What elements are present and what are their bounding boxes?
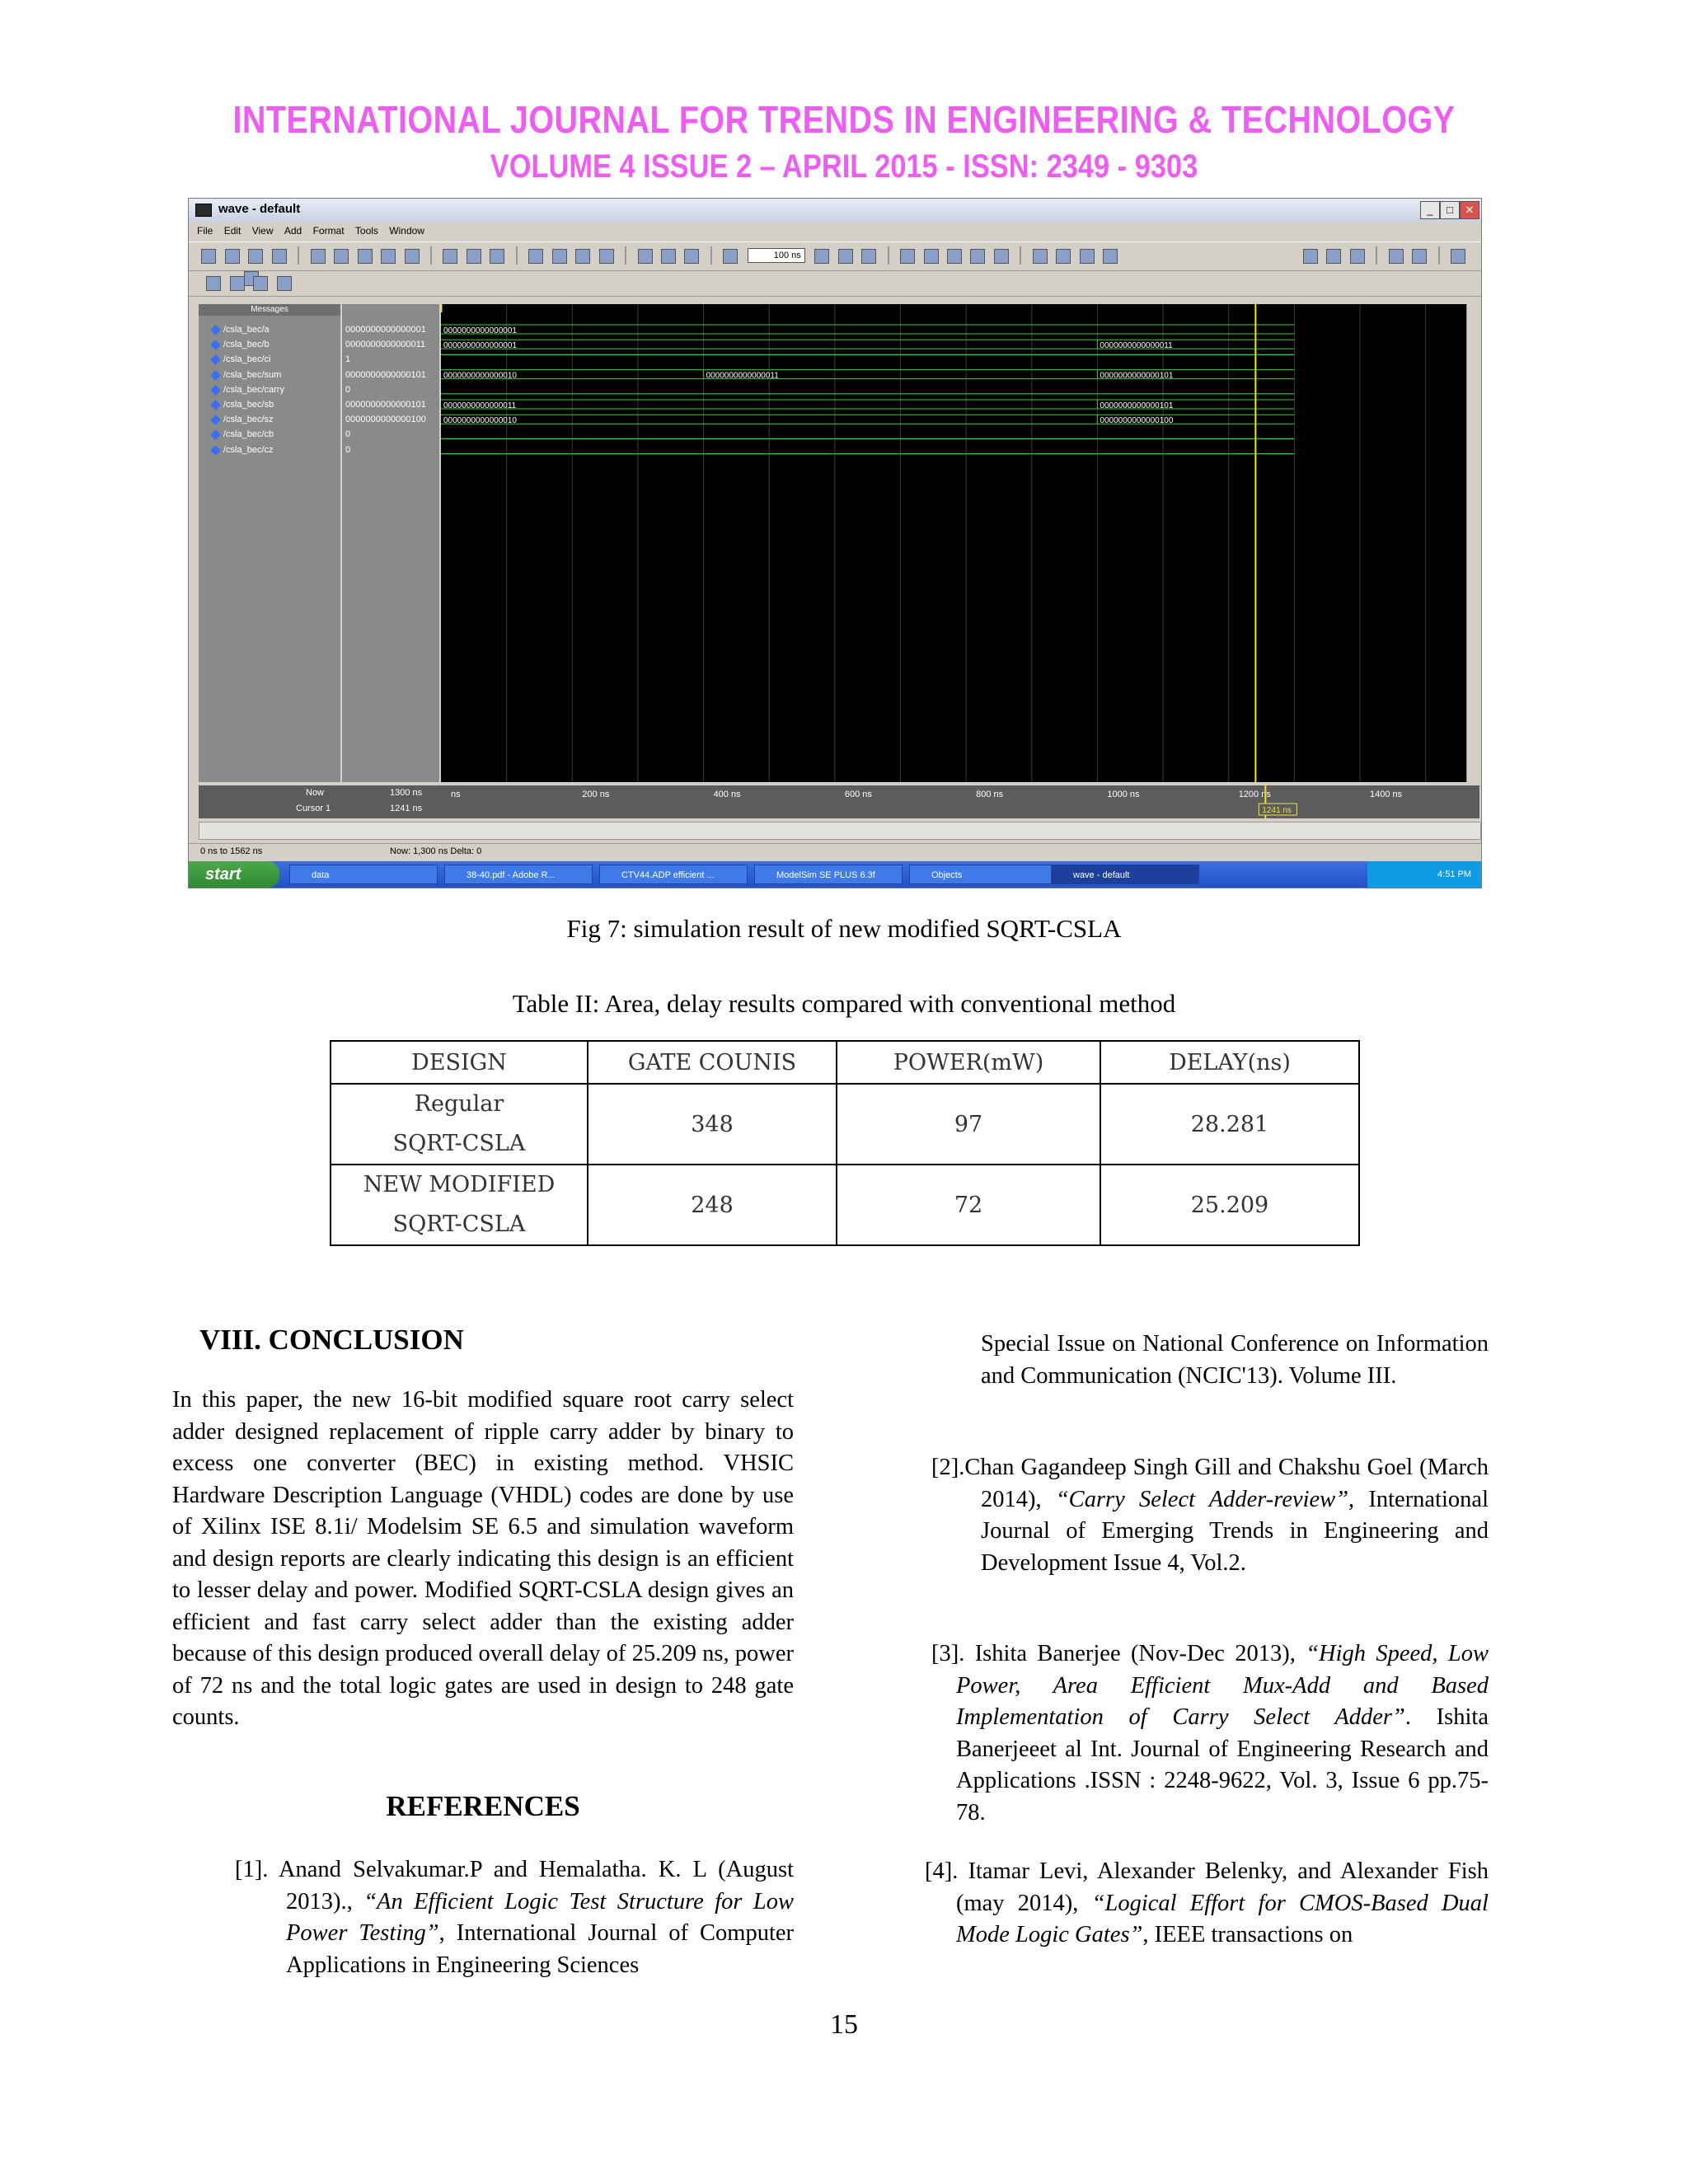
minimize-icon[interactable]: _ [1420,201,1440,219]
now-label: Now [306,788,325,798]
bus-value-label: 0000000000000011 [1100,341,1173,351]
journal-issue: VOLUME 4 ISSUE 2 – APRIL 2015 - ISSN: 2349 - 9303 [490,148,1198,185]
now-value: 1300 ns [390,788,423,798]
design-line: NEW MODIFIED [363,1172,556,1197]
ref4-title: “Logical Effort for CMOS-Based Dual Mode Logic Gates” [956,1890,1489,1947]
journal-title: INTERNATIONAL JOURNAL FOR TRENDS IN ENGINEERING & TECHNOLOGY [232,98,1456,141]
menu-window[interactable]: Window [389,225,424,237]
header-gate-counts: GATE COUNIS [588,1041,837,1084]
signal-value: 0000000000000101 [345,400,426,410]
select-pointer-icon[interactable] [1303,249,1318,264]
list-icon[interactable] [1056,249,1071,264]
time-tick-label: 1000 ns [1107,790,1140,799]
signal-value: 0000000000000100 [345,415,426,425]
reference-1 [235,1854,794,1981]
menu-file[interactable]: File [197,225,213,237]
bus-value-label: 0000000000000011 [443,401,517,410]
signal-value: 0 [345,429,351,440]
menu-format[interactable]: Format [312,225,345,237]
time-tick-label: 1200 ns [1238,790,1271,799]
ref4-authors: [4]. Itamar Levi, Alexander Belenky, and Alexander Fish (may 2014), [925,1858,1489,1916]
source-icon[interactable] [1080,249,1095,264]
reference-2 [931,1452,1489,1579]
signal-diamond-icon [210,415,221,425]
redo-icon[interactable] [405,249,420,264]
design-line: SQRT-CSLA [392,1212,526,1237]
find-icon[interactable] [443,249,457,264]
signal-name[interactable]: /csla_bec/cb [223,429,274,440]
delay-cell: 25.209 [1100,1165,1359,1245]
header-delay: DELAY(ns) [1100,1041,1359,1084]
run-icon[interactable] [814,249,829,264]
time-tick-label: 800 ns [976,790,1004,799]
break-icon[interactable] [575,249,590,264]
add-cursor-icon[interactable] [1389,249,1404,264]
cursor-time-label: 1241 ns [1262,806,1292,815]
wave-icon[interactable] [1103,249,1118,264]
run-all-icon[interactable] [861,249,876,264]
reference-3 [931,1638,1489,1829]
results-table [330,1040,1360,1246]
menu-tools[interactable]: Tools [354,225,378,237]
power-cell: 97 [837,1084,1100,1165]
task-ctv44[interactable]: CTV44.ADP efficient ... [599,865,748,884]
start-button[interactable]: start [189,861,279,888]
vertical-scrollbar[interactable] [1466,304,1480,782]
signal-name[interactable]: /csla_bec/cz [223,444,274,455]
ref2-authors: [2].Chan Gagandeep Singh Gill and Chakshu Goel (March 2014), [931,1455,1489,1512]
continue-icon[interactable] [838,249,853,264]
zoom-out-icon[interactable] [230,276,245,291]
waveform-pane [441,304,1466,782]
undo-icon[interactable] [381,249,396,264]
time-tick-label: 400 ns [713,790,741,799]
time-tick-label: 1400 ns [1369,790,1403,799]
edit-mode-icon[interactable] [1350,249,1365,264]
ref1-title: “An Efficient Logic Test Structure for Low Power Testing” [286,1888,795,1946]
signal-value: 0 [345,384,351,395]
app-icon [195,204,212,217]
references-heading: REFERENCES [386,1790,580,1822]
design-line: SQRT-CSLA [392,1131,526,1156]
copy-icon[interactable] [334,249,349,264]
signal-names-pane [199,304,340,782]
restart-icon[interactable] [947,249,962,264]
table-row [331,1165,1359,1245]
run-length-input[interactable]: 100 ns [748,248,805,263]
ref3-title: “High Speed, Low Power, Area Efficient Mux-Add and Based Implementation of Carry Select Adder” [956,1641,1489,1730]
memory-icon[interactable] [994,249,1009,264]
cursor-value: 1241 ns [390,804,423,813]
simulate-icon[interactable] [552,249,567,264]
signal-name[interactable]: /csla_bec/b [223,340,270,350]
maximize-icon[interactable]: □ [1440,201,1460,219]
bus-value-label: 0000000000000001 [443,326,517,335]
up-arrow-icon[interactable] [638,249,653,264]
header-design: DESIGN [331,1041,588,1084]
status-bar [189,843,1481,860]
signal-diamond-icon [210,400,221,410]
signal-diamond-icon [210,355,221,366]
design-line: Regular [414,1091,504,1117]
power-cell: 72 [837,1165,1100,1245]
horizontal-scrollbar[interactable] [199,822,1481,840]
signal-values-pane [342,304,439,782]
waveform-plot [441,304,1466,782]
run-length-icon[interactable] [723,249,738,264]
open-icon[interactable] [225,249,240,264]
time-tick-label: 600 ns [844,790,872,799]
delete-cursor-icon[interactable] [1412,249,1427,264]
ref2-source: , International Journal of Emerging Trends in Engineering and Development Issue 4, Vol.2. [981,1486,1489,1576]
simulation-screenshot [188,198,1482,888]
gates-cell: 248 [588,1165,837,1245]
signal-name[interactable]: /csla_bec/sum [223,369,282,380]
table-header-row [331,1041,1359,1084]
system-tray-clock: 4:51 PM [1367,861,1481,888]
reference-4 [925,1856,1489,1952]
delay-cell: 28.281 [1100,1084,1359,1165]
signal-value: 0000000000000011 [345,340,426,350]
zoom-mode-icon[interactable] [1326,249,1341,264]
print-icon[interactable] [272,249,287,264]
task-pdf[interactable]: 38-40.pdf - Adobe R... [444,865,593,884]
signal-diamond-icon [210,445,221,456]
ref1-source: , International Journal of Computer Applications in Engineering Sciences [286,1920,794,1978]
conclusion-text: In this paper, the new 16-bit modified square root carry select adder designed replacement of ripple carry adder by binary to excess one converter (BEC) in existing method. VHSIC Hardware Description Language (VHDL) codes are done by use of Xilinx ISE 8.1i/ Modelsim SE 6.5 and simulation waveform and design reports are clearly indicating this design is an efficient to lesser delay and power. Modified SQRT-CSLA design gives an efficient and fast carry select adder than the existing adder because of this design produced overall delay of 25.209 ns, power of 72 ns and the total logic gates are used in design to 248 gate counts. [172,1387,794,1730]
zoom-toolbar [189,271,1481,297]
time-axis [441,785,1478,818]
hierarchy-icon[interactable] [490,249,504,264]
performance-icon[interactable] [970,249,985,264]
time-ruler [199,785,1479,818]
task-data[interactable]: data [289,865,438,884]
signal-diamond-icon [210,340,221,350]
reference-1-continued: Special Issue on National Conference on Information and Communication (NCIC'13). Volume III. [981,1331,1489,1389]
compile-icon[interactable] [528,249,543,264]
bus-value-label: 0000000000000101 [1100,371,1174,381]
window-title: wave - default [218,202,301,216]
menu-add[interactable]: Add [284,225,302,237]
task-wave[interactable]: wave - default [1051,865,1199,884]
signal-name[interactable]: /csla_bec/sb [223,400,274,410]
signal-name[interactable]: /csla_bec/sz [223,415,274,425]
gates-cell: 348 [588,1084,837,1165]
bus-value-label: 0000000000000100 [1100,416,1174,426]
step-over-icon[interactable] [924,249,939,264]
main-toolbar [189,241,1481,271]
collapse-icon[interactable] [467,249,481,264]
signal-value: 0000000000000101 [345,369,426,380]
dataflow-icon[interactable] [1033,249,1048,264]
signal-diamond-icon [210,385,221,396]
cursor-label: Cursor 1 [296,804,331,813]
signal-value: 0 [345,444,351,455]
signal-name[interactable]: /csla_bec/carry [223,384,284,395]
paste-icon[interactable] [358,249,373,264]
signal-diamond-icon [210,370,221,381]
ref3-authors: [3]. Ishita Banerjee (Nov-Dec 2013), [931,1641,1306,1666]
save-icon[interactable] [248,249,263,264]
table-row [331,1084,1359,1165]
task-modelsim[interactable]: ModelSim SE PLUS 6.3f [754,865,903,884]
time-tick-label: 200 ns [582,790,610,799]
zoom-cursor-icon[interactable] [277,276,292,291]
zoom-in-icon[interactable] [206,276,221,291]
time-range: 0 ns to 1562 ns [200,846,263,856]
header-power: POWER(mW) [837,1041,1100,1084]
taskbar [189,861,1481,888]
design-cell [331,1165,588,1245]
ref1-authors: [1]. Anand Selvakumar.P and Hemalatha. K. L (August 2013)., [235,1857,794,1915]
conclusion-heading: VIII. CONCLUSION [199,1324,464,1356]
menu-view[interactable]: View [251,225,274,237]
menu-edit[interactable]: Edit [223,225,241,237]
step-icon[interactable] [900,249,915,264]
signal-diamond-icon [210,325,221,335]
zoom-full-icon[interactable] [253,276,268,291]
bus-value-label: 0000000000000001 [443,341,517,351]
new-file-icon[interactable] [201,249,216,264]
signal-value: 0000000000000001 [345,325,426,335]
menu-bar [189,222,1481,240]
ref4-source: , IEEE transactions on [1142,1922,1353,1947]
signal-name[interactable]: /csla_bec/ci [223,354,271,365]
bus-value-label: 0000000000000010 [443,416,517,426]
messages-header: Messages [199,304,340,316]
signal-value: 1 [345,354,351,365]
signal-diamond-icon [210,430,221,441]
page-number: 15 [830,2009,858,2040]
wave-compare-icon[interactable] [1451,249,1465,264]
close-icon[interactable]: ✕ [1460,201,1479,219]
back-arrow-icon[interactable] [661,249,676,264]
task-objects[interactable]: Objects [909,865,1057,884]
bus-value-label: 0000000000000101 [1100,401,1174,410]
table-caption: Table II: Area, delay results compared with conventional method [512,989,1176,1018]
time-tick-label: ns [451,790,461,799]
forward-arrow-icon[interactable] [684,249,699,264]
sim-status: Now: 1,300 ns Delta: 0 [390,846,482,856]
signal-name[interactable]: /csla_bec/a [223,325,270,335]
ref3-source: . Ishita Banerjeeet al Int. Journal of Engineering Research and Applications .ISSN : 2248-9622, Vol. 3, Issue 6 pp.75-78. [956,1704,1489,1825]
window-titlebar [189,199,1481,222]
bus-value-label: 0000000000000010 [443,371,517,381]
design-cell [331,1084,588,1165]
cut-icon[interactable] [311,249,326,264]
ref2-title: “Carry Select Adder-review” [1055,1486,1349,1512]
figure-caption: Fig 7: simulation result of new modified SQRT-CSLA [566,914,1122,943]
stop-icon[interactable] [599,249,614,264]
bus-value-label: 0000000000000011 [706,371,779,381]
